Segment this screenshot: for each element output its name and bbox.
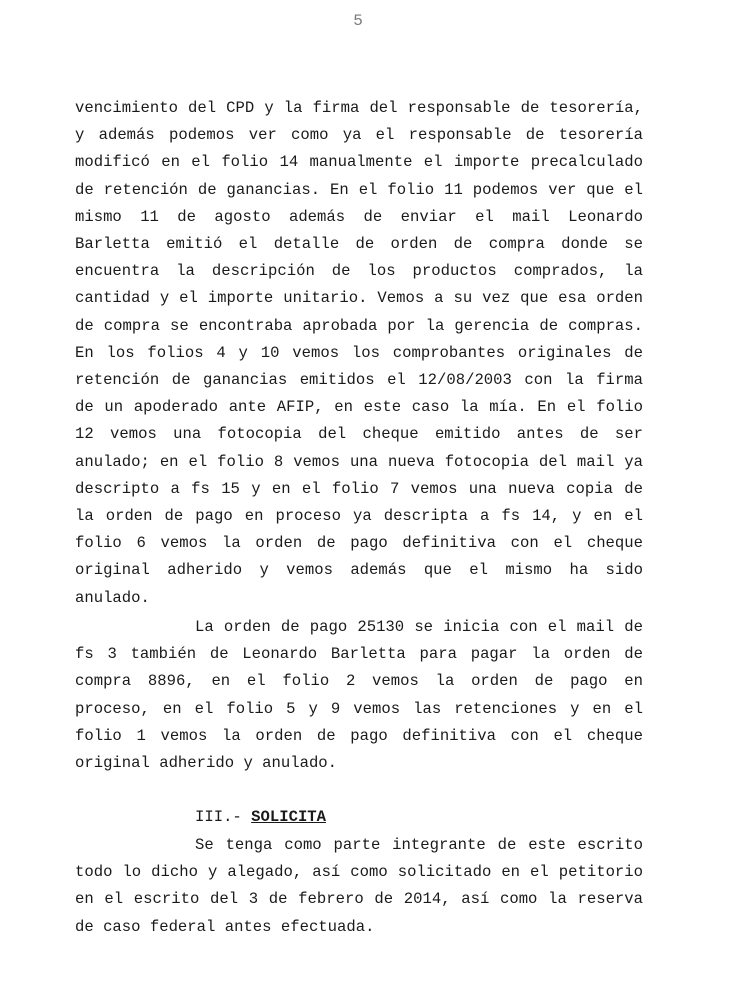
section-number: III.-: [195, 808, 242, 826]
section-body-paragraph: Se tenga como parte integrante de este escrito todo lo dicho y alegado, así como solicitado en el petitorio en el escrito del 3 de febrero de 2014, así como la reserva de caso federal antes efectuada.: [75, 836, 643, 936]
body-paragraph-2: La orden de pago 25130 se inicia con el mail de fs 3 también de Leonardo Barletta para pagar la orden de compra 8896, en el folio 2 vemos la orden de pago en proceso, en el folio 5 y 9 vemos las retenciones y en el folio 1 vemos la orden de pago definitiva con el cheque original adherido y anulado.: [75, 618, 643, 773]
section-heading: [195, 804, 326, 831]
section-title: SOLICITA: [251, 808, 327, 826]
body-paragraph-1: vencimiento del CPD y la firma del responsable de tesorería, y además podemos ver como ya el responsable de tesorería modificó en el folio 14 manualmente el importe precalculado de retención de ganancias. En el folio 11 podemos ver que el mismo 11 de agosto además de enviar el mail Leonardo Barletta emitió el detalle de orden de compra donde se encuentra la descripción de los productos comprados, la cantidad y el importe unitario. Vemos a su vez que esa orden de compra se encontraba aprobada por la gerencia de compras. En los folios 4 y 10 vemos los comprobantes originales de retención de ganancias emitidos el 12/08/2003 con la firma de un apoderado ante AFIP, en este caso la mía. En el folio 12 vemos una fotocopia del cheque emitido antes de ser anulado; en el folio 8 vemos una nueva fotocopia del mail ya descripto a fs 15 y en el folio 7 vemos una nueva copia de la orden de pago en proceso ya descripta a fs 14, y en el folio 6 vemos la orden de pago definitiva con el cheque original adherido y vemos además que el mismo ha sido anulado.: [75, 99, 643, 607]
page-number: 5: [353, 12, 363, 30]
